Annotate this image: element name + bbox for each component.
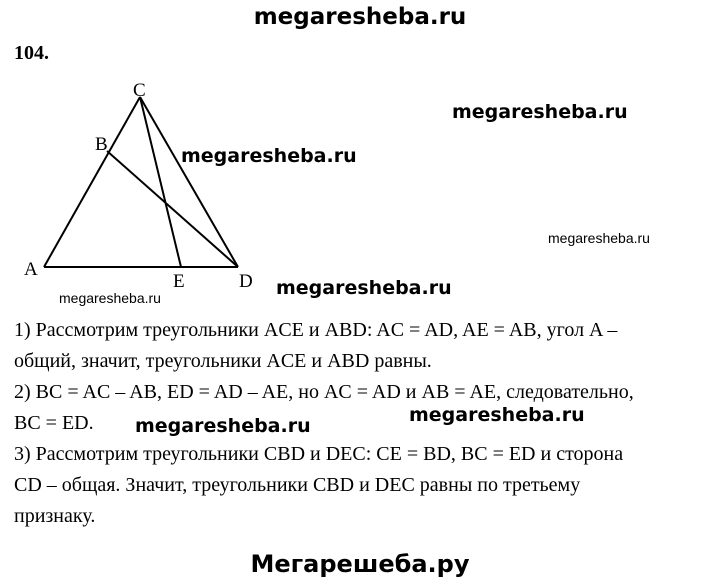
solution-line: CD – общая. Значит, треугольники CBD и DEC равны по третьему: [14, 474, 581, 496]
solution-line: 1) Рассмотрим треугольники ACE и ABD: AC = AD, AE = AB, угол A –: [14, 319, 618, 341]
point-label-a: A: [24, 259, 38, 280]
problem-number: 104.: [14, 42, 49, 64]
point-label-c: C: [133, 80, 146, 101]
solution-line: общий, значит, треугольники ACE и ABD равны.: [14, 350, 432, 372]
solution-line: 2) BC = AC – AB, ED = AD – AE, но AC = AD и AB = AE, следовательно,: [14, 381, 634, 403]
solution-line: 3) Рассмотрим треугольники CBD и DEC: CE = BD, BC = ED и сторона: [14, 443, 624, 465]
watermark-right-small: megaresheba.ru: [548, 230, 650, 246]
segment-ac: [44, 97, 140, 267]
watermark-right-upper: megaresheba.ru: [452, 101, 628, 123]
point-label-d: D: [239, 271, 253, 292]
segment-cd: [140, 97, 238, 267]
watermark-below-a: megaresheba.ru: [59, 290, 161, 306]
segment-ce: [140, 97, 181, 267]
segment-bd: [107, 151, 238, 267]
solution-line: признаку.: [14, 505, 96, 527]
watermark-text-middle: megaresheba.ru: [135, 415, 311, 437]
watermark-figure-middle: megaresheba.ru: [181, 145, 357, 167]
watermark-text-right: megaresheba.ru: [409, 404, 585, 426]
solution-text: [14, 315, 714, 532]
site-watermark-top: megaresheba.ru: [253, 4, 467, 30]
watermark-below-d: megaresheba.ru: [276, 277, 452, 299]
point-label-b: B: [95, 134, 108, 155]
solution-line: BC = ED.: [14, 412, 94, 434]
site-watermark-bottom: Мегарешеба.ру: [250, 550, 470, 578]
point-label-e: E: [173, 271, 185, 292]
